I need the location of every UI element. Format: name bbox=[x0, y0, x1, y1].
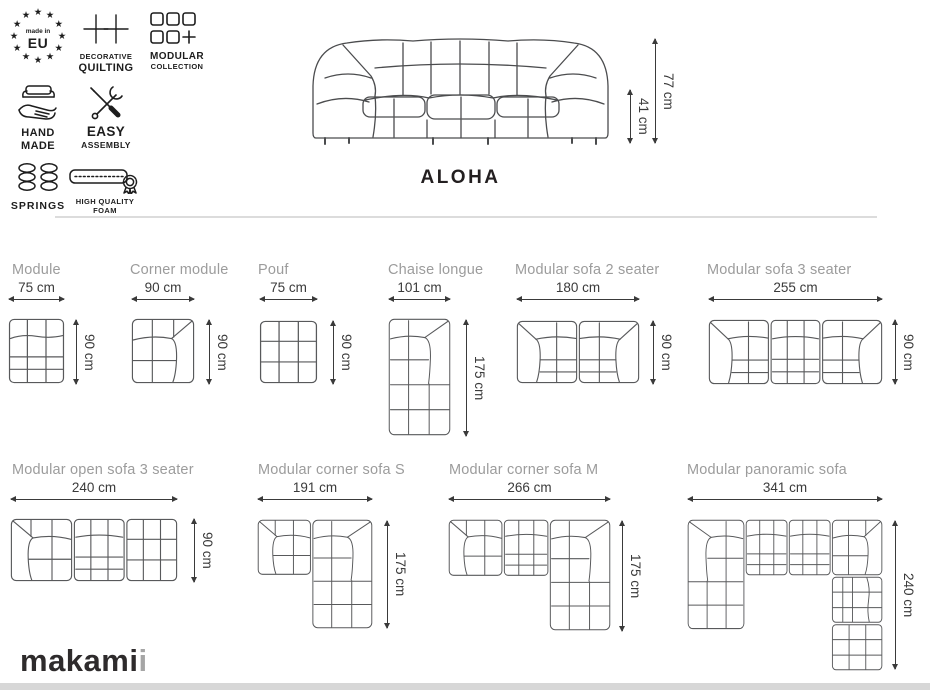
dim-width-label: 341 cm bbox=[762, 480, 808, 495]
badge-label: FOAM bbox=[93, 205, 117, 215]
made-in-text: made in bbox=[25, 28, 51, 35]
svg-text:★: ★ bbox=[21, 10, 31, 21]
badge-label: MADE bbox=[21, 139, 55, 152]
panoramic-sofa-top-view bbox=[687, 519, 883, 671]
dim-width-label: 266 cm bbox=[507, 480, 552, 495]
dim-depth bbox=[466, 320, 487, 436]
dim-width bbox=[388, 280, 451, 300]
dim-depth bbox=[653, 321, 674, 384]
dim-seat-height-label: 41 cm bbox=[636, 98, 651, 135]
svg-text:★: ★ bbox=[54, 19, 64, 30]
dim-width bbox=[8, 280, 65, 300]
dim-width bbox=[259, 280, 318, 300]
foam-icon bbox=[69, 166, 141, 194]
svg-text:★: ★ bbox=[12, 19, 22, 30]
svg-text:★: ★ bbox=[33, 55, 43, 66]
badge-label: DECORATIVE bbox=[79, 52, 133, 61]
dim-width-label: 90 cm bbox=[144, 280, 182, 295]
svg-text:★: ★ bbox=[21, 51, 31, 63]
badge-label: HAND bbox=[21, 127, 55, 139]
dim-width bbox=[516, 280, 640, 300]
dim-width-label: 101 cm bbox=[397, 280, 442, 295]
dim-depth-label: 175 cm bbox=[393, 552, 408, 597]
module-name: Modular sofa 2 seater bbox=[515, 262, 660, 278]
combo-name: Modular panoramic sofa bbox=[687, 462, 847, 478]
dim-width bbox=[10, 480, 178, 500]
pouf-top-view bbox=[259, 320, 318, 384]
dim-total-height-label: 77 cm bbox=[661, 72, 676, 110]
svg-text:★: ★ bbox=[33, 8, 43, 18]
badge-hand-made bbox=[10, 84, 66, 153]
dim-width-label: 255 cm bbox=[773, 280, 818, 295]
dim-depth bbox=[76, 320, 97, 384]
dim-depth bbox=[895, 320, 916, 384]
module-name: Module bbox=[12, 262, 61, 278]
svg-text:★: ★ bbox=[54, 43, 64, 54]
brand-logo bbox=[20, 643, 148, 679]
dim-depth-label: 90 cm bbox=[659, 334, 674, 371]
badge-label: HIGH QUALITY bbox=[75, 197, 135, 206]
corner-sofa-s-top-view bbox=[257, 519, 373, 629]
dim-width bbox=[257, 480, 373, 500]
dim-width bbox=[708, 280, 883, 300]
section-divider bbox=[55, 216, 877, 218]
svg-text:★: ★ bbox=[12, 43, 22, 54]
badge-springs bbox=[8, 162, 68, 212]
eu-text: EU bbox=[27, 35, 49, 51]
product-name: ALOHA bbox=[420, 167, 501, 188]
dim-width bbox=[131, 280, 195, 300]
dim-depth bbox=[387, 521, 408, 628]
dim-seat-height bbox=[630, 90, 651, 143]
dim-depth bbox=[194, 519, 215, 582]
dim-width-label: 240 cm bbox=[71, 480, 117, 495]
dim-depth-label: 240 cm bbox=[901, 572, 916, 618]
svg-text:★: ★ bbox=[45, 51, 55, 63]
corner-sofa-m-top-view bbox=[448, 519, 611, 631]
dim-depth-label: 175 cm bbox=[472, 355, 487, 401]
dim-depth-label: 90 cm bbox=[82, 333, 97, 371]
dim-width-label: 180 cm bbox=[555, 280, 601, 295]
springs-icon bbox=[16, 162, 60, 194]
dim-width bbox=[448, 480, 611, 500]
chaise-longue-top-view bbox=[388, 318, 451, 436]
dim-depth-label: 90 cm bbox=[901, 333, 916, 371]
svg-text:★: ★ bbox=[9, 31, 19, 42]
combo-name: Modular open sofa 3 seater bbox=[12, 462, 194, 478]
dim-total-height bbox=[655, 39, 676, 143]
svg-text:★: ★ bbox=[57, 31, 67, 42]
badge-label: QUILTING bbox=[78, 61, 134, 74]
sofa-3-seater-top-view bbox=[708, 319, 883, 385]
dim-depth-label: 90 cm bbox=[200, 532, 215, 569]
badge-easy-assembly bbox=[74, 84, 138, 150]
badge-modular-collection bbox=[144, 12, 210, 72]
dim-depth bbox=[622, 521, 643, 631]
brand-logo-main: makami bbox=[20, 643, 139, 678]
dim-depth-label: 90 cm bbox=[215, 333, 230, 371]
badge-label: COLLECTION bbox=[150, 61, 204, 71]
modular-collection-icon bbox=[150, 12, 204, 46]
dim-width bbox=[687, 480, 883, 500]
quilting-icon bbox=[83, 12, 129, 48]
dim-width-label: 75 cm bbox=[18, 280, 55, 295]
sofa-2-seater-top-view bbox=[516, 320, 640, 384]
corner-module-top-view bbox=[131, 318, 195, 384]
badge-label: ASSEMBLY bbox=[81, 139, 131, 150]
dim-width-label: 75 cm bbox=[270, 280, 307, 295]
module-name: Corner module bbox=[130, 262, 229, 278]
open-sofa-3-seater-top-view bbox=[10, 518, 178, 582]
sofa-front-view-drawing bbox=[303, 34, 618, 146]
module-name: Chaise longue bbox=[388, 262, 484, 278]
easy-assembly-icon bbox=[87, 84, 125, 120]
combo-name: Modular corner sofa M bbox=[449, 462, 599, 478]
dim-depth bbox=[209, 320, 230, 384]
dim-width-label: 191 cm bbox=[292, 480, 338, 495]
badge-label: MODULAR bbox=[150, 51, 204, 62]
brand-logo-accent: i bbox=[138, 643, 148, 678]
combo-name: Modular corner sofa S bbox=[258, 462, 405, 478]
dim-depth bbox=[333, 321, 354, 384]
eu-stars-icon bbox=[8, 8, 68, 66]
badge-label: SPRINGS bbox=[10, 200, 66, 212]
dim-depth-label: 90 cm bbox=[339, 334, 354, 371]
hand-made-icon bbox=[16, 84, 60, 122]
dim-depth-label: 175 cm bbox=[628, 553, 643, 599]
dim-depth bbox=[895, 521, 916, 669]
module-name: Pouf bbox=[258, 262, 289, 278]
badge-made-in-eu bbox=[8, 8, 68, 66]
badge-decorative-quilting bbox=[74, 12, 138, 75]
badge-label: EASY bbox=[86, 124, 126, 139]
svg-text:★: ★ bbox=[45, 10, 55, 21]
module-top-view bbox=[8, 318, 65, 384]
badge-high-quality-foam bbox=[66, 166, 144, 216]
module-name: Modular sofa 3 seater bbox=[707, 262, 852, 278]
bottom-strip bbox=[0, 683, 930, 690]
